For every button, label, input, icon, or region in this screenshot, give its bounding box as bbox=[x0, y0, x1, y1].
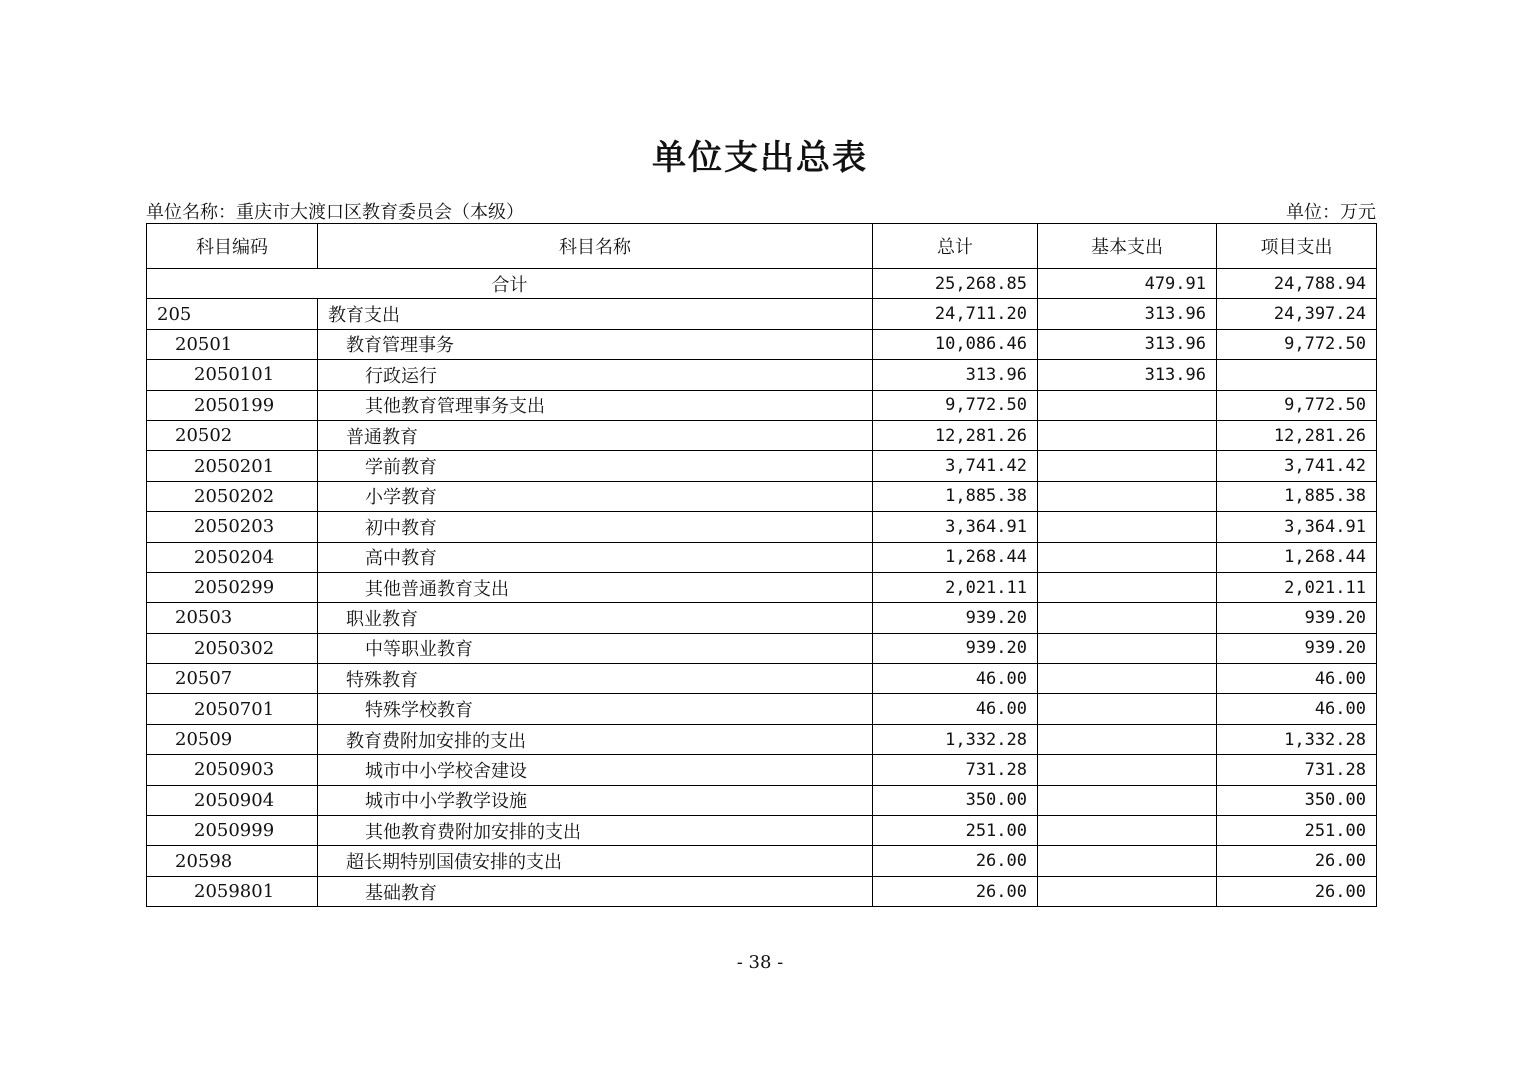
row-code: 20598 bbox=[147, 846, 318, 876]
header-project: 项目支出 bbox=[1217, 224, 1377, 269]
row-basic bbox=[1038, 420, 1217, 450]
row-total: 10,086.46 bbox=[873, 329, 1038, 359]
table-row bbox=[147, 299, 1377, 329]
row-code: 20502 bbox=[147, 420, 318, 450]
row-name: 教育管理事务 bbox=[318, 329, 873, 359]
table-row bbox=[147, 329, 1377, 359]
table-row bbox=[147, 481, 1377, 511]
row-name: 其他教育管理事务支出 bbox=[318, 390, 873, 420]
row-total: 26.00 bbox=[873, 876, 1038, 906]
row-name: 教育费附加安排的支出 bbox=[318, 724, 873, 754]
table-row bbox=[147, 360, 1377, 390]
row-name: 行政运行 bbox=[318, 360, 873, 390]
row-total: 3,741.42 bbox=[873, 451, 1038, 481]
row-basic bbox=[1038, 390, 1217, 420]
row-total: 939.20 bbox=[873, 603, 1038, 633]
row-total: 1,268.44 bbox=[873, 542, 1038, 572]
row-total: 731.28 bbox=[873, 755, 1038, 785]
table-row bbox=[147, 603, 1377, 633]
row-project: 3,741.42 bbox=[1217, 451, 1377, 481]
row-code: 2050204 bbox=[147, 542, 318, 572]
row-project: 9,772.50 bbox=[1217, 390, 1377, 420]
row-basic bbox=[1038, 512, 1217, 542]
row-basic bbox=[1038, 876, 1217, 906]
row-basic bbox=[1038, 481, 1217, 511]
table-meta bbox=[146, 198, 1376, 222]
row-total: 2,021.11 bbox=[873, 572, 1038, 602]
page-title: 单位支出总表 bbox=[652, 138, 868, 178]
row-project: 939.20 bbox=[1217, 603, 1377, 633]
row-basic bbox=[1038, 451, 1217, 481]
table-row bbox=[147, 512, 1377, 542]
row-project: 12,281.26 bbox=[1217, 420, 1377, 450]
row-basic bbox=[1038, 816, 1217, 846]
table-row bbox=[147, 724, 1377, 754]
row-code: 2050199 bbox=[147, 390, 318, 420]
row-basic bbox=[1038, 755, 1217, 785]
row-project: 350.00 bbox=[1217, 785, 1377, 815]
header-total: 总计 bbox=[873, 224, 1038, 269]
row-project: 1,268.44 bbox=[1217, 542, 1377, 572]
row-total: 46.00 bbox=[873, 694, 1038, 724]
unit-name: 单位名称：重庆市大渡口区教育委员会（本级） bbox=[146, 202, 524, 223]
row-basic bbox=[1038, 846, 1217, 876]
row-name: 高中教育 bbox=[318, 542, 873, 572]
table-row bbox=[147, 876, 1377, 906]
row-project: 24,397.24 bbox=[1217, 299, 1377, 329]
table-row bbox=[147, 451, 1377, 481]
row-name: 学前教育 bbox=[318, 451, 873, 481]
row-code: 20501 bbox=[147, 329, 318, 359]
row-name: 职业教育 bbox=[318, 603, 873, 633]
table-row bbox=[147, 664, 1377, 694]
row-basic bbox=[1038, 694, 1217, 724]
row-total: 350.00 bbox=[873, 785, 1038, 815]
row-name: 特殊学校教育 bbox=[318, 694, 873, 724]
row-project: 26.00 bbox=[1217, 846, 1377, 876]
total-label: 合计 bbox=[147, 269, 873, 299]
row-project: 46.00 bbox=[1217, 664, 1377, 694]
row-project: 251.00 bbox=[1217, 816, 1377, 846]
row-basic bbox=[1038, 633, 1217, 663]
header-code: 科目编码 bbox=[147, 224, 318, 269]
total-project: 24,788.94 bbox=[1217, 269, 1377, 299]
row-code: 2050904 bbox=[147, 785, 318, 815]
row-total: 1,332.28 bbox=[873, 724, 1038, 754]
row-code: 2050302 bbox=[147, 633, 318, 663]
row-name: 教育支出 bbox=[318, 299, 873, 329]
table-row bbox=[147, 390, 1377, 420]
table-row bbox=[147, 420, 1377, 450]
row-total: 939.20 bbox=[873, 633, 1038, 663]
row-basic: 313.96 bbox=[1038, 299, 1217, 329]
table-row bbox=[147, 542, 1377, 572]
table-row bbox=[147, 816, 1377, 846]
row-project: 1,885.38 bbox=[1217, 481, 1377, 511]
row-project: 26.00 bbox=[1217, 876, 1377, 906]
row-basic bbox=[1038, 542, 1217, 572]
row-name: 小学教育 bbox=[318, 481, 873, 511]
row-project: 1,332.28 bbox=[1217, 724, 1377, 754]
total-row bbox=[147, 269, 1377, 299]
row-total: 24,711.20 bbox=[873, 299, 1038, 329]
table-row bbox=[147, 846, 1377, 876]
row-name: 中等职业教育 bbox=[318, 633, 873, 663]
row-project: 939.20 bbox=[1217, 633, 1377, 663]
row-name: 城市中小学教学设施 bbox=[318, 785, 873, 815]
table-row bbox=[147, 572, 1377, 602]
row-total: 12,281.26 bbox=[873, 420, 1038, 450]
row-code: 2050202 bbox=[147, 481, 318, 511]
row-code: 205 bbox=[147, 299, 318, 329]
row-project: 3,364.91 bbox=[1217, 512, 1377, 542]
row-project: 2,021.11 bbox=[1217, 572, 1377, 602]
header-row bbox=[147, 224, 1377, 269]
table-row bbox=[147, 694, 1377, 724]
row-project: 9,772.50 bbox=[1217, 329, 1377, 359]
table-row bbox=[147, 755, 1377, 785]
total-total: 25,268.85 bbox=[873, 269, 1038, 299]
total-basic: 479.91 bbox=[1038, 269, 1217, 299]
row-project: 731.28 bbox=[1217, 755, 1377, 785]
row-name: 其他普通教育支出 bbox=[318, 572, 873, 602]
row-code: 2050203 bbox=[147, 512, 318, 542]
row-code: 2050701 bbox=[147, 694, 318, 724]
row-project bbox=[1217, 360, 1377, 390]
row-name: 基础教育 bbox=[318, 876, 873, 906]
row-code: 2050299 bbox=[147, 572, 318, 602]
page-number: - 38 - bbox=[736, 952, 784, 973]
row-code: 20507 bbox=[147, 664, 318, 694]
row-name: 其他教育费附加安排的支出 bbox=[318, 816, 873, 846]
row-basic bbox=[1038, 785, 1217, 815]
row-basic: 313.96 bbox=[1038, 329, 1217, 359]
row-code: 2050101 bbox=[147, 360, 318, 390]
row-total: 3,364.91 bbox=[873, 512, 1038, 542]
row-project: 46.00 bbox=[1217, 694, 1377, 724]
table-row bbox=[147, 785, 1377, 815]
row-total: 251.00 bbox=[873, 816, 1038, 846]
row-code: 20509 bbox=[147, 724, 318, 754]
row-total: 46.00 bbox=[873, 664, 1038, 694]
row-basic bbox=[1038, 572, 1217, 602]
row-code: 20503 bbox=[147, 603, 318, 633]
row-name: 初中教育 bbox=[318, 512, 873, 542]
row-code: 2050999 bbox=[147, 816, 318, 846]
row-total: 26.00 bbox=[873, 846, 1038, 876]
header-basic: 基本支出 bbox=[1038, 224, 1217, 269]
row-name: 普通教育 bbox=[318, 420, 873, 450]
unit-label: 单位：万元 bbox=[1286, 202, 1376, 223]
row-code: 2050903 bbox=[147, 755, 318, 785]
row-code: 2050201 bbox=[147, 451, 318, 481]
row-total: 9,772.50 bbox=[873, 390, 1038, 420]
row-basic bbox=[1038, 724, 1217, 754]
row-code: 2059801 bbox=[147, 876, 318, 906]
table-row bbox=[147, 633, 1377, 663]
row-name: 城市中小学校舍建设 bbox=[318, 755, 873, 785]
row-basic bbox=[1038, 603, 1217, 633]
row-basic bbox=[1038, 664, 1217, 694]
row-basic: 313.96 bbox=[1038, 360, 1217, 390]
row-total: 313.96 bbox=[873, 360, 1038, 390]
expenditure-table bbox=[146, 223, 1377, 907]
row-name: 特殊教育 bbox=[318, 664, 873, 694]
row-name: 超长期特别国债安排的支出 bbox=[318, 846, 873, 876]
row-total: 1,885.38 bbox=[873, 481, 1038, 511]
header-name: 科目名称 bbox=[318, 224, 873, 269]
